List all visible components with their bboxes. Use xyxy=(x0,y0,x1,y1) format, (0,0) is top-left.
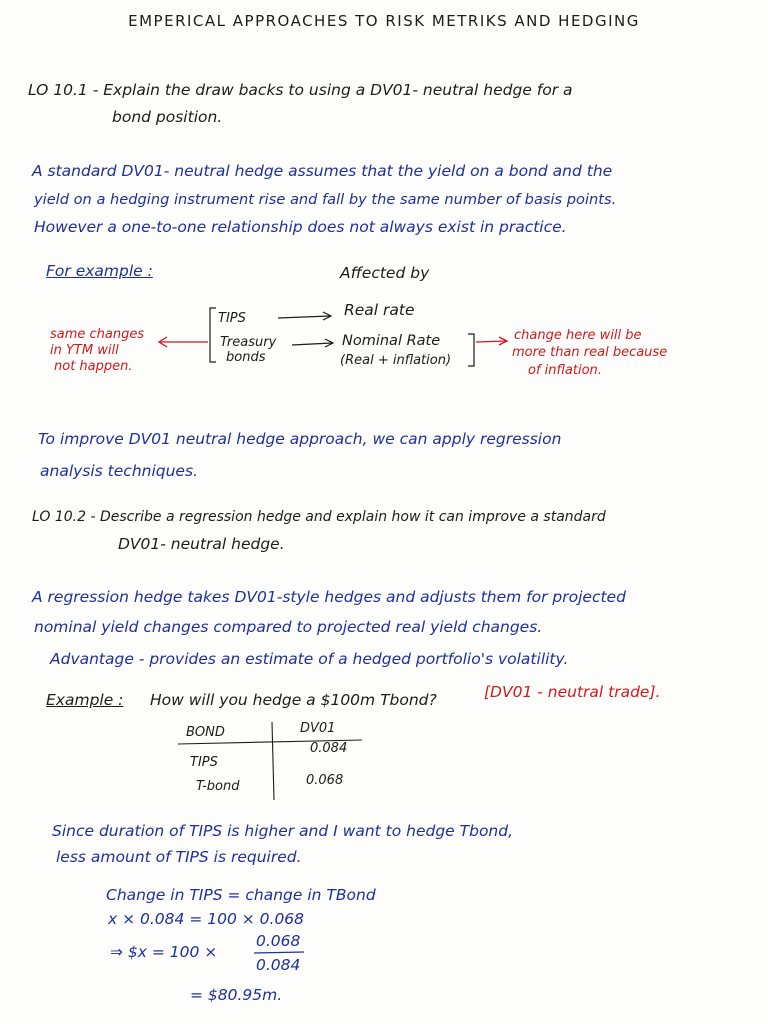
left-note-line2: in YTM will xyxy=(50,343,119,358)
table-cell-tbond-dv01: 0.068 xyxy=(306,773,344,788)
tips-arrow xyxy=(278,312,331,320)
lo1-prompt-line2: bond position. xyxy=(112,108,223,126)
table-header-bond: BOND xyxy=(186,725,225,740)
table-cell-tips-dv01: 0.084 xyxy=(310,741,348,756)
tips-label: TIPS xyxy=(218,311,246,326)
calc-line2: x × 0.084 = 100 × 0.068 xyxy=(108,910,305,928)
answer2-line2: nominal yield changes compared to projected real yield changes. xyxy=(34,618,543,636)
right-bracket xyxy=(468,334,474,366)
table-cell-tbond: T-bond xyxy=(196,779,240,794)
answer1-line1: A standard DV01- neutral hedge assumes that the yield on a bond and the xyxy=(32,162,613,180)
answer2-line1: A regression hedge takes DV01-style hedges and adjusts them for projected xyxy=(32,588,626,606)
right-note-line2: more than real because xyxy=(512,345,668,360)
table-rules xyxy=(178,722,362,800)
right-note-line1: change here will be xyxy=(514,328,642,343)
nominal-rate-label: Nominal Rate xyxy=(342,333,441,349)
calc-denominator: 0.084 xyxy=(256,956,301,974)
fraction-bar xyxy=(254,952,304,953)
page-title: EMPERICAL APPROACHES TO RISK METRIKS AND HEDGING xyxy=(128,12,640,30)
example1-label: For example : xyxy=(46,262,153,280)
treasury-label-line2: bonds xyxy=(226,350,266,365)
treasury-arrow xyxy=(292,339,333,347)
table-cell-tips: TIPS xyxy=(190,755,218,770)
lo2-prompt-line1: LO 10.2 - Describe a regression hedge and explain how it can improve a standard xyxy=(32,509,606,525)
real-rate-label: Real rate xyxy=(344,301,415,319)
red-left-arrow xyxy=(159,337,208,347)
left-note-line1: same changes xyxy=(50,327,145,342)
affected-by-heading: Affected by xyxy=(340,264,430,282)
improve-line2: analysis techniques. xyxy=(40,462,198,480)
calc-line1: Change in TIPS = change in TBond xyxy=(106,886,376,904)
improve-line1: To improve DV01 neutral hedge approach, we can apply regression xyxy=(38,430,562,448)
table-header-dv01: DV01 xyxy=(300,721,336,736)
example2-question: How will you hedge a $100m Tbond? xyxy=(150,691,437,709)
calc-numerator: 0.068 xyxy=(256,932,301,950)
calc-line3: ⇒ $x = 100 × xyxy=(110,943,218,961)
treasury-label-line1: Treasury xyxy=(220,335,277,350)
example2-bracket-note: [DV01 - neutral trade]. xyxy=(484,683,661,701)
red-right-arrow xyxy=(476,337,507,345)
example2-label: Example : xyxy=(46,691,124,709)
lo1-prompt-line1: LO 10.1 - Explain the draw backs to using a DV01- neutral hedge for a xyxy=(28,81,573,99)
left-note-line3: not happen. xyxy=(54,359,133,374)
reasoning-line2: less amount of TIPS is required. xyxy=(56,848,302,866)
reasoning-line1: Since duration of TIPS is higher and I want to hedge Tbond, xyxy=(52,822,514,840)
left-bracket xyxy=(210,308,216,362)
answer1-line3: However a one-to-one relationship does not always exist in practice. xyxy=(34,218,567,236)
right-note-line3: of inflation. xyxy=(528,363,602,378)
answer2-line3: Advantage - provides an estimate of a hedged portfolio's volatility. xyxy=(50,650,569,668)
calc-result: = $80.95m. xyxy=(190,986,283,1004)
lo2-prompt-line2: DV01- neutral hedge. xyxy=(118,535,285,553)
real-plus-inflation-label: (Real + inflation) xyxy=(340,353,452,368)
answer1-line2: yield on a hedging instrument rise and fall by the same number of basis points. xyxy=(34,191,617,208)
